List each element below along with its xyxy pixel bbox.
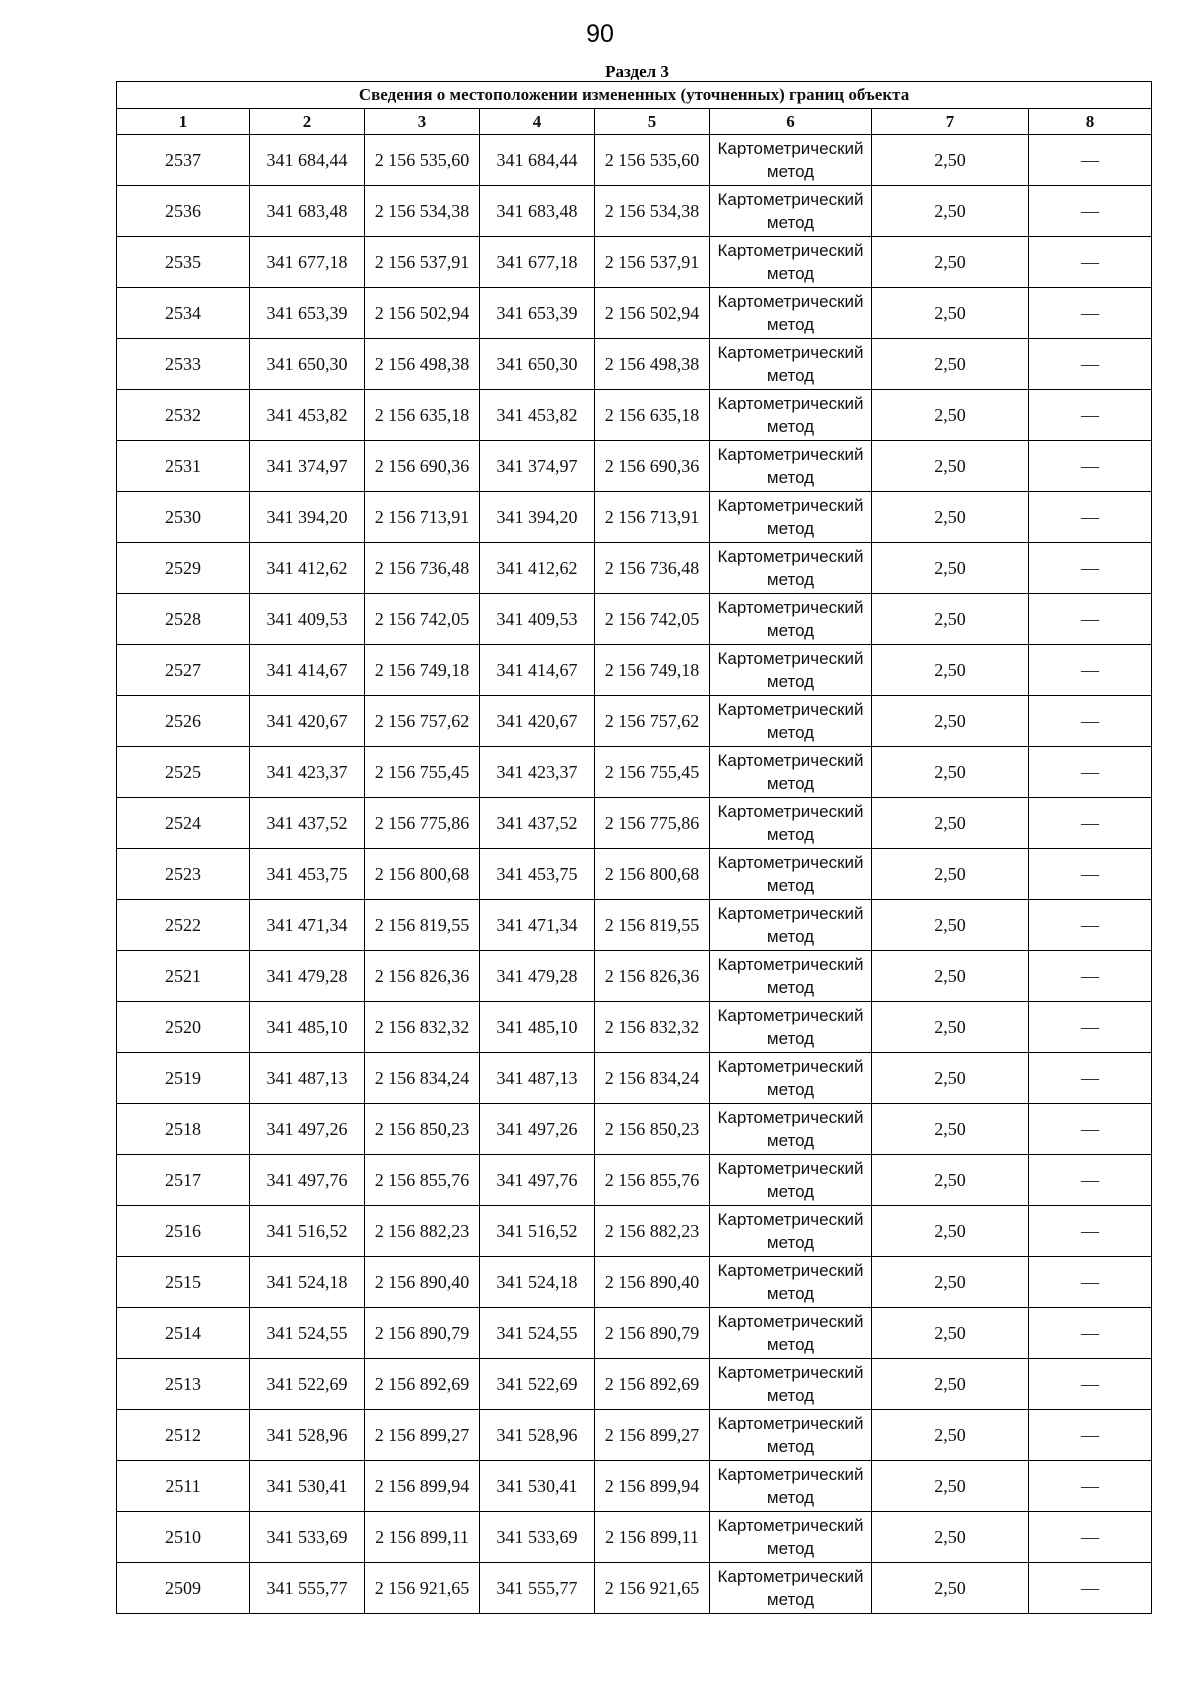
description-cell: —: [1029, 1410, 1152, 1461]
description-cell: —: [1029, 645, 1152, 696]
point-number-cell: 2528: [117, 594, 250, 645]
x-coordinate-old-cell: 341 497,76: [250, 1155, 365, 1206]
description-cell: —: [1029, 1104, 1152, 1155]
x-coordinate-new-cell: 341 653,39: [480, 288, 595, 339]
table-row: [117, 390, 1152, 441]
table-row: [117, 849, 1152, 900]
method-cell: Картометрический метод: [710, 1563, 872, 1614]
x-coordinate-old-cell: 341 653,39: [250, 288, 365, 339]
method-cell: Картометрический метод: [710, 747, 872, 798]
point-number-cell: 2534: [117, 288, 250, 339]
x-coordinate-old-cell: 341 497,26: [250, 1104, 365, 1155]
method-cell: Картометрический метод: [710, 339, 872, 390]
x-coordinate-new-cell: 341 684,44: [480, 135, 595, 186]
x-coordinate-new-cell: 341 471,34: [480, 900, 595, 951]
table-row: [117, 186, 1152, 237]
y-coordinate-old-cell: 2 156 850,23: [365, 1104, 480, 1155]
point-number-cell: 2513: [117, 1359, 250, 1410]
accuracy-cell: 2,50: [872, 1563, 1029, 1614]
method-cell: Картометрический метод: [710, 645, 872, 696]
y-coordinate-old-cell: 2 156 749,18: [365, 645, 480, 696]
table-row: [117, 1002, 1152, 1053]
y-coordinate-old-cell: 2 156 882,23: [365, 1206, 480, 1257]
accuracy-cell: 2,50: [872, 186, 1029, 237]
x-coordinate-old-cell: 341 437,52: [250, 798, 365, 849]
y-coordinate-new-cell: 2 156 690,36: [595, 441, 710, 492]
table-row: [117, 1206, 1152, 1257]
table-row: [117, 645, 1152, 696]
description-cell: —: [1029, 900, 1152, 951]
point-number-cell: 2520: [117, 1002, 250, 1053]
y-coordinate-old-cell: 2 156 537,91: [365, 237, 480, 288]
x-coordinate-old-cell: 341 683,48: [250, 186, 365, 237]
accuracy-cell: 2,50: [872, 288, 1029, 339]
description-cell: —: [1029, 237, 1152, 288]
x-coordinate-old-cell: 341 555,77: [250, 1563, 365, 1614]
y-coordinate-old-cell: 2 156 890,79: [365, 1308, 480, 1359]
x-coordinate-new-cell: 341 677,18: [480, 237, 595, 288]
method-cell: Картометрический метод: [710, 288, 872, 339]
y-coordinate-new-cell: 2 156 635,18: [595, 390, 710, 441]
x-coordinate-new-cell: 341 516,52: [480, 1206, 595, 1257]
column-number-8: 8: [1029, 109, 1152, 135]
point-number-cell: 2535: [117, 237, 250, 288]
description-cell: —: [1029, 288, 1152, 339]
method-cell: Картометрический метод: [710, 1053, 872, 1104]
table-row: [117, 798, 1152, 849]
point-number-cell: 2525: [117, 747, 250, 798]
method-cell: Картометрический метод: [710, 186, 872, 237]
x-coordinate-new-cell: 341 374,97: [480, 441, 595, 492]
y-coordinate-old-cell: 2 156 498,38: [365, 339, 480, 390]
table-row: [117, 1359, 1152, 1410]
table-row: [117, 747, 1152, 798]
x-coordinate-new-cell: 341 524,18: [480, 1257, 595, 1308]
table-row: [117, 339, 1152, 390]
accuracy-cell: 2,50: [872, 645, 1029, 696]
x-coordinate-new-cell: 341 522,69: [480, 1359, 595, 1410]
y-coordinate-new-cell: 2 156 736,48: [595, 543, 710, 594]
point-number-cell: 2518: [117, 1104, 250, 1155]
accuracy-cell: 2,50: [872, 1410, 1029, 1461]
x-coordinate-old-cell: 341 423,37: [250, 747, 365, 798]
accuracy-cell: 2,50: [872, 798, 1029, 849]
y-coordinate-old-cell: 2 156 502,94: [365, 288, 480, 339]
x-coordinate-old-cell: 341 528,96: [250, 1410, 365, 1461]
point-number-cell: 2530: [117, 492, 250, 543]
x-coordinate-old-cell: 341 533,69: [250, 1512, 365, 1563]
accuracy-cell: 2,50: [872, 135, 1029, 186]
method-cell: Картометрический метод: [710, 237, 872, 288]
y-coordinate-new-cell: 2 156 749,18: [595, 645, 710, 696]
column-number-row: [117, 109, 1152, 135]
method-cell: Картометрический метод: [710, 1206, 872, 1257]
point-number-cell: 2526: [117, 696, 250, 747]
x-coordinate-old-cell: 341 471,34: [250, 900, 365, 951]
y-coordinate-new-cell: 2 156 713,91: [595, 492, 710, 543]
x-coordinate-old-cell: 341 409,53: [250, 594, 365, 645]
table-row: [117, 1410, 1152, 1461]
method-cell: Картометрический метод: [710, 1359, 872, 1410]
accuracy-cell: 2,50: [872, 543, 1029, 594]
table-row: [117, 543, 1152, 594]
description-cell: —: [1029, 951, 1152, 1002]
y-coordinate-new-cell: 2 156 850,23: [595, 1104, 710, 1155]
accuracy-cell: 2,50: [872, 594, 1029, 645]
y-coordinate-new-cell: 2 156 537,91: [595, 237, 710, 288]
column-number-5: 5: [595, 109, 710, 135]
method-cell: Картометрический метод: [710, 1104, 872, 1155]
description-cell: —: [1029, 1053, 1152, 1104]
x-coordinate-old-cell: 341 522,69: [250, 1359, 365, 1410]
column-number-3: 3: [365, 109, 480, 135]
accuracy-cell: 2,50: [872, 441, 1029, 492]
table-row: [117, 900, 1152, 951]
x-coordinate-new-cell: 341 497,26: [480, 1104, 595, 1155]
method-cell: Картометрический метод: [710, 441, 872, 492]
x-coordinate-new-cell: 341 485,10: [480, 1002, 595, 1053]
method-cell: Картометрический метод: [710, 951, 872, 1002]
method-cell: Картометрический метод: [710, 1002, 872, 1053]
page-number: 90: [586, 20, 614, 48]
description-cell: —: [1029, 747, 1152, 798]
table-row: [117, 1053, 1152, 1104]
method-cell: Картометрический метод: [710, 390, 872, 441]
table-row: [117, 237, 1152, 288]
boundary-coordinates-table: [116, 81, 1152, 1614]
x-coordinate-new-cell: 341 555,77: [480, 1563, 595, 1614]
x-coordinate-old-cell: 341 516,52: [250, 1206, 365, 1257]
point-number-cell: 2510: [117, 1512, 250, 1563]
table-row: [117, 1461, 1152, 1512]
y-coordinate-old-cell: 2 156 890,40: [365, 1257, 480, 1308]
table-body: [117, 135, 1152, 1614]
method-cell: Картометрический метод: [710, 1308, 872, 1359]
method-cell: Картометрический метод: [710, 1410, 872, 1461]
y-coordinate-new-cell: 2 156 826,36: [595, 951, 710, 1002]
x-coordinate-old-cell: 341 453,75: [250, 849, 365, 900]
y-coordinate-old-cell: 2 156 535,60: [365, 135, 480, 186]
accuracy-cell: 2,50: [872, 1206, 1029, 1257]
description-cell: —: [1029, 543, 1152, 594]
column-number-6: 6: [710, 109, 872, 135]
y-coordinate-new-cell: 2 156 775,86: [595, 798, 710, 849]
table-row: [117, 1563, 1152, 1614]
y-coordinate-old-cell: 2 156 742,05: [365, 594, 480, 645]
x-coordinate-new-cell: 341 394,20: [480, 492, 595, 543]
x-coordinate-old-cell: 341 412,62: [250, 543, 365, 594]
accuracy-cell: 2,50: [872, 339, 1029, 390]
x-coordinate-new-cell: 341 453,82: [480, 390, 595, 441]
x-coordinate-old-cell: 341 414,67: [250, 645, 365, 696]
method-cell: Картометрический метод: [710, 1512, 872, 1563]
point-number-cell: 2531: [117, 441, 250, 492]
point-number-cell: 2522: [117, 900, 250, 951]
y-coordinate-old-cell: 2 156 899,94: [365, 1461, 480, 1512]
description-cell: —: [1029, 1563, 1152, 1614]
accuracy-cell: 2,50: [872, 900, 1029, 951]
description-cell: —: [1029, 1461, 1152, 1512]
y-coordinate-new-cell: 2 156 819,55: [595, 900, 710, 951]
column-number-7: 7: [872, 109, 1029, 135]
description-cell: —: [1029, 441, 1152, 492]
y-coordinate-old-cell: 2 156 826,36: [365, 951, 480, 1002]
table-row: [117, 1155, 1152, 1206]
description-cell: —: [1029, 492, 1152, 543]
y-coordinate-old-cell: 2 156 775,86: [365, 798, 480, 849]
y-coordinate-new-cell: 2 156 755,45: [595, 747, 710, 798]
x-coordinate-new-cell: 341 528,96: [480, 1410, 595, 1461]
x-coordinate-new-cell: 341 530,41: [480, 1461, 595, 1512]
point-number-cell: 2511: [117, 1461, 250, 1512]
y-coordinate-old-cell: 2 156 635,18: [365, 390, 480, 441]
point-number-cell: 2523: [117, 849, 250, 900]
description-cell: —: [1029, 1257, 1152, 1308]
y-coordinate-new-cell: 2 156 882,23: [595, 1206, 710, 1257]
method-cell: Картометрический метод: [710, 492, 872, 543]
y-coordinate-old-cell: 2 156 736,48: [365, 543, 480, 594]
table-row: [117, 1104, 1152, 1155]
accuracy-cell: 2,50: [872, 696, 1029, 747]
table-row: [117, 135, 1152, 186]
x-coordinate-old-cell: 341 650,30: [250, 339, 365, 390]
y-coordinate-new-cell: 2 156 899,27: [595, 1410, 710, 1461]
description-cell: —: [1029, 1155, 1152, 1206]
point-number-cell: 2509: [117, 1563, 250, 1614]
y-coordinate-old-cell: 2 156 690,36: [365, 441, 480, 492]
accuracy-cell: 2,50: [872, 237, 1029, 288]
y-coordinate-old-cell: 2 156 757,62: [365, 696, 480, 747]
section-title: Раздел 3: [605, 62, 669, 81]
y-coordinate-new-cell: 2 156 855,76: [595, 1155, 710, 1206]
accuracy-cell: 2,50: [872, 747, 1029, 798]
x-coordinate-new-cell: 341 533,69: [480, 1512, 595, 1563]
table-row: [117, 288, 1152, 339]
x-coordinate-old-cell: 341 394,20: [250, 492, 365, 543]
table-row: [117, 696, 1152, 747]
y-coordinate-new-cell: 2 156 535,60: [595, 135, 710, 186]
point-number-cell: 2516: [117, 1206, 250, 1257]
y-coordinate-old-cell: 2 156 855,76: [365, 1155, 480, 1206]
method-cell: Картометрический метод: [710, 696, 872, 747]
y-coordinate-new-cell: 2 156 534,38: [595, 186, 710, 237]
x-coordinate-new-cell: 341 683,48: [480, 186, 595, 237]
table-row: [117, 1308, 1152, 1359]
method-cell: Картометрический метод: [710, 900, 872, 951]
description-cell: —: [1029, 1512, 1152, 1563]
accuracy-cell: 2,50: [872, 1257, 1029, 1308]
y-coordinate-new-cell: 2 156 800,68: [595, 849, 710, 900]
point-number-cell: 2536: [117, 186, 250, 237]
description-cell: —: [1029, 390, 1152, 441]
point-number-cell: 2514: [117, 1308, 250, 1359]
x-coordinate-old-cell: 341 453,82: [250, 390, 365, 441]
x-coordinate-new-cell: 341 650,30: [480, 339, 595, 390]
x-coordinate-old-cell: 341 530,41: [250, 1461, 365, 1512]
method-cell: Картометрический метод: [710, 849, 872, 900]
x-coordinate-new-cell: 341 423,37: [480, 747, 595, 798]
table-row: [117, 441, 1152, 492]
description-cell: —: [1029, 186, 1152, 237]
accuracy-cell: 2,50: [872, 1308, 1029, 1359]
description-cell: —: [1029, 798, 1152, 849]
x-coordinate-new-cell: 341 414,67: [480, 645, 595, 696]
x-coordinate-new-cell: 341 409,53: [480, 594, 595, 645]
point-number-cell: 2529: [117, 543, 250, 594]
description-cell: —: [1029, 339, 1152, 390]
accuracy-cell: 2,50: [872, 951, 1029, 1002]
x-coordinate-old-cell: 341 479,28: [250, 951, 365, 1002]
description-cell: —: [1029, 1359, 1152, 1410]
accuracy-cell: 2,50: [872, 1359, 1029, 1410]
x-coordinate-old-cell: 341 374,97: [250, 441, 365, 492]
y-coordinate-old-cell: 2 156 921,65: [365, 1563, 480, 1614]
method-cell: Картометрический метод: [710, 135, 872, 186]
description-cell: —: [1029, 1308, 1152, 1359]
y-coordinate-new-cell: 2 156 834,24: [595, 1053, 710, 1104]
y-coordinate-old-cell: 2 156 755,45: [365, 747, 480, 798]
y-coordinate-new-cell: 2 156 892,69: [595, 1359, 710, 1410]
y-coordinate-new-cell: 2 156 498,38: [595, 339, 710, 390]
accuracy-cell: 2,50: [872, 492, 1029, 543]
point-number-cell: 2521: [117, 951, 250, 1002]
x-coordinate-new-cell: 341 479,28: [480, 951, 595, 1002]
y-coordinate-new-cell: 2 156 502,94: [595, 288, 710, 339]
table-row: [117, 594, 1152, 645]
y-coordinate-new-cell: 2 156 921,65: [595, 1563, 710, 1614]
x-coordinate-new-cell: 341 524,55: [480, 1308, 595, 1359]
method-cell: Картометрический метод: [710, 798, 872, 849]
x-coordinate-new-cell: 341 437,52: [480, 798, 595, 849]
accuracy-cell: 2,50: [872, 1461, 1029, 1512]
y-coordinate-old-cell: 2 156 819,55: [365, 900, 480, 951]
point-number-cell: 2512: [117, 1410, 250, 1461]
y-coordinate-new-cell: 2 156 899,94: [595, 1461, 710, 1512]
y-coordinate-old-cell: 2 156 713,91: [365, 492, 480, 543]
description-cell: —: [1029, 1206, 1152, 1257]
y-coordinate-new-cell: 2 156 757,62: [595, 696, 710, 747]
accuracy-cell: 2,50: [872, 1002, 1029, 1053]
method-cell: Картометрический метод: [710, 594, 872, 645]
accuracy-cell: 2,50: [872, 1155, 1029, 1206]
y-coordinate-old-cell: 2 156 832,32: [365, 1002, 480, 1053]
y-coordinate-old-cell: 2 156 892,69: [365, 1359, 480, 1410]
y-coordinate-old-cell: 2 156 899,27: [365, 1410, 480, 1461]
x-coordinate-old-cell: 341 524,18: [250, 1257, 365, 1308]
point-number-cell: 2519: [117, 1053, 250, 1104]
y-coordinate-new-cell: 2 156 890,40: [595, 1257, 710, 1308]
method-cell: Картометрический метод: [710, 1155, 872, 1206]
table-row: [117, 1512, 1152, 1563]
table-row: [117, 1257, 1152, 1308]
table-row: [117, 492, 1152, 543]
x-coordinate-old-cell: 341 487,13: [250, 1053, 365, 1104]
x-coordinate-old-cell: 341 420,67: [250, 696, 365, 747]
y-coordinate-old-cell: 2 156 899,11: [365, 1512, 480, 1563]
column-number-1: 1: [117, 109, 250, 135]
x-coordinate-new-cell: 341 453,75: [480, 849, 595, 900]
y-coordinate-old-cell: 2 156 800,68: [365, 849, 480, 900]
x-coordinate-old-cell: 341 684,44: [250, 135, 365, 186]
table-title: Сведения о местоположении измененных (уточненных) границ объекта: [117, 82, 1152, 109]
description-cell: —: [1029, 135, 1152, 186]
point-number-cell: 2532: [117, 390, 250, 441]
point-number-cell: 2524: [117, 798, 250, 849]
method-cell: Картометрический метод: [710, 543, 872, 594]
point-number-cell: 2533: [117, 339, 250, 390]
y-coordinate-new-cell: 2 156 890,79: [595, 1308, 710, 1359]
accuracy-cell: 2,50: [872, 390, 1029, 441]
point-number-cell: 2517: [117, 1155, 250, 1206]
x-coordinate-old-cell: 341 677,18: [250, 237, 365, 288]
description-cell: —: [1029, 594, 1152, 645]
x-coordinate-new-cell: 341 497,76: [480, 1155, 595, 1206]
x-coordinate-new-cell: 341 487,13: [480, 1053, 595, 1104]
description-cell: —: [1029, 696, 1152, 747]
table-row: [117, 951, 1152, 1002]
y-coordinate-new-cell: 2 156 832,32: [595, 1002, 710, 1053]
accuracy-cell: 2,50: [872, 849, 1029, 900]
method-cell: Картометрический метод: [710, 1257, 872, 1308]
y-coordinate-old-cell: 2 156 534,38: [365, 186, 480, 237]
y-coordinate-new-cell: 2 156 899,11: [595, 1512, 710, 1563]
x-coordinate-old-cell: 341 485,10: [250, 1002, 365, 1053]
column-number-4: 4: [480, 109, 595, 135]
y-coordinate-old-cell: 2 156 834,24: [365, 1053, 480, 1104]
description-cell: —: [1029, 849, 1152, 900]
x-coordinate-old-cell: 341 524,55: [250, 1308, 365, 1359]
accuracy-cell: 2,50: [872, 1512, 1029, 1563]
column-number-2: 2: [250, 109, 365, 135]
x-coordinate-new-cell: 341 420,67: [480, 696, 595, 747]
method-cell: Картометрический метод: [710, 1461, 872, 1512]
point-number-cell: 2537: [117, 135, 250, 186]
point-number-cell: 2515: [117, 1257, 250, 1308]
accuracy-cell: 2,50: [872, 1053, 1029, 1104]
description-cell: —: [1029, 1002, 1152, 1053]
accuracy-cell: 2,50: [872, 1104, 1029, 1155]
x-coordinate-new-cell: 341 412,62: [480, 543, 595, 594]
point-number-cell: 2527: [117, 645, 250, 696]
y-coordinate-new-cell: 2 156 742,05: [595, 594, 710, 645]
